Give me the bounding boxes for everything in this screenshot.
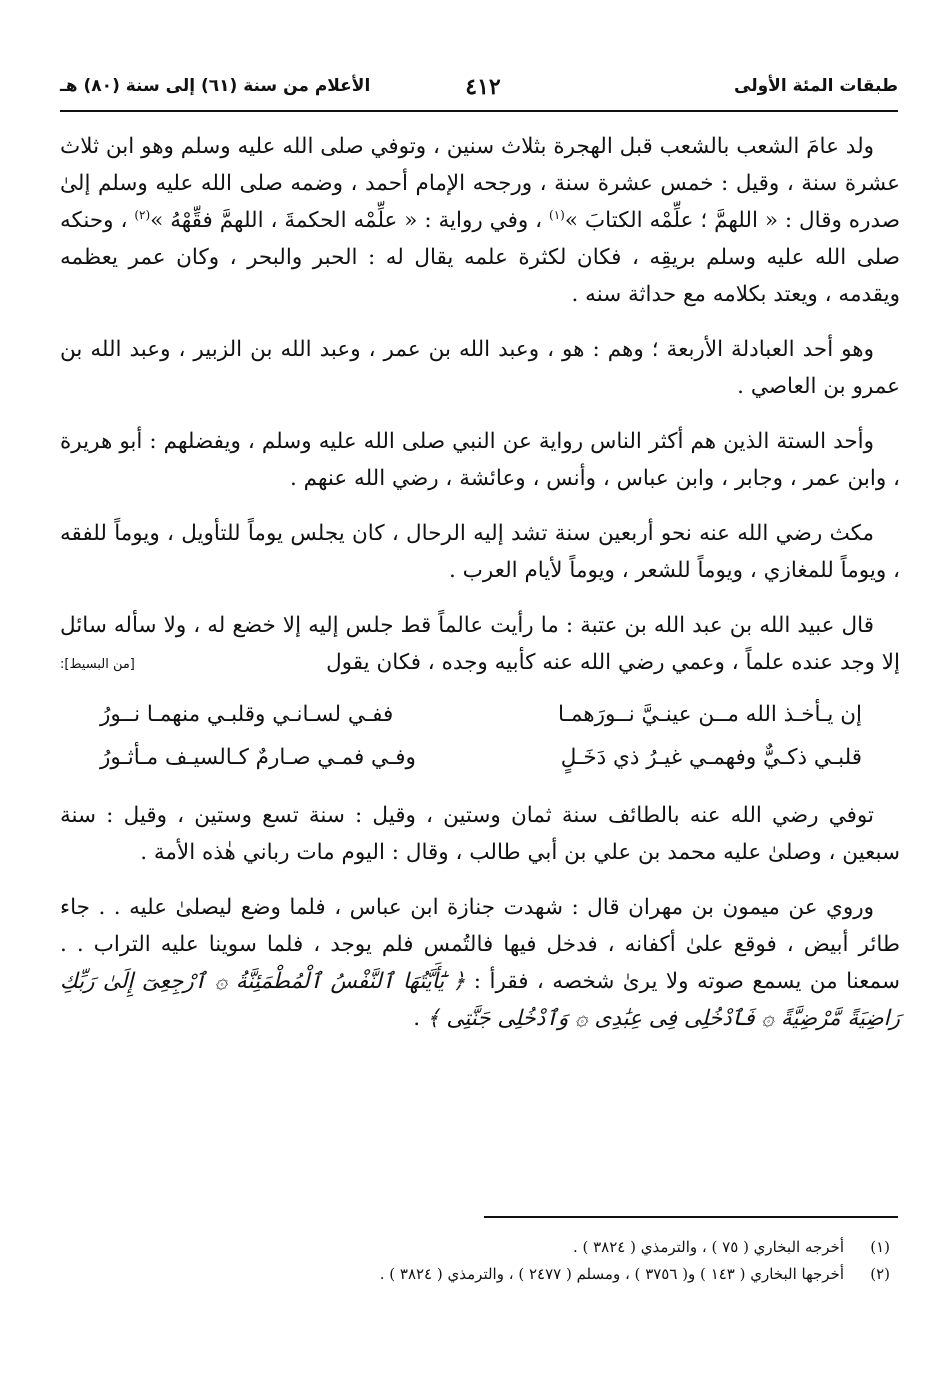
paragraph-funeral bbox=[60, 889, 900, 1037]
text-span: قال عبيد الله بن عبد الله بن عتبة : ما رأيت عالماً قط جلس إليه إلا خضع له ، ولا سأله سائل إلا وجد عنده علماً ، وعمي رضي الله عنه كأبيه وجده ، فكان يقول bbox=[60, 613, 900, 675]
paragraph-teaching: مكث رضي الله عنه نحو أربعين سنة تشد إليه الرحال ، كان يجلس يوماً للتأويل ، ويوماً للفقه ، ويوماً للمغازي ، ويوماً للشعر ، ويوماً لأيام العرب . bbox=[60, 521, 900, 583]
poem-verse bbox=[60, 693, 900, 736]
paragraph-abadila: وهو أحد العبادلة الأربعة ؛ وهم : هو ، وعبد الله بن عمر ، وعبد الله بن الزبير ، وعبد الله بن عمرو بن العاصي . bbox=[60, 337, 900, 399]
poem-verse bbox=[60, 736, 900, 779]
running-header bbox=[60, 74, 898, 104]
text-span: ولد عامَ الشعب بالشعب قبل الهجرة بثلاث سنين ، وتوفي صلى الله عليه وسلم وهو ابن ثلاث عشرة سنة ، وقيل : خمس عشرة سنة ، ورجحه الإمام أحمد ، وضمه صلى الله عليه وسلم إلىٰ صدره وقال : « اللهمَّ ؛ علِّمْه الكتابَ » bbox=[60, 134, 900, 233]
verse-first-half: إن يـأخـذ الله مــن عينـيَّ نــورَهمـا bbox=[557, 702, 862, 727]
header-rule bbox=[60, 110, 898, 112]
paragraph-ubaydullah bbox=[60, 607, 900, 681]
footnote-number: (١) bbox=[870, 1238, 890, 1256]
text-span: وروي عن ميمون بن مهران قال : شهدت جنازة ابن عباس ، فلما وضع ليصلىٰ عليه . . جاء طائر أبيض ، فوقع علىٰ أكفانه ، فدخل فيها فالتُمس فلم يوجد ، فلما سوينا عليه التراب . . سمعنا من يسمع صوته ولا يرىٰ شخصه ، فقرأ : bbox=[60, 895, 900, 994]
page-number: ٤١٢ bbox=[465, 74, 501, 100]
meter-label: [من البسيط]: bbox=[60, 657, 135, 672]
paragraph-death: توفي رضي الله عنه بالطائف سنة ثمان وستين ، وقيل : سنة تسع وستين ، وقيل : سنة سبعين ، وصلىٰ عليه محمد بن علي بن أبي طالب ، وقال : اليوم مات رباني هٰذه الأمة . bbox=[60, 803, 900, 865]
footnote-ref-2[interactable]: (٢) bbox=[134, 207, 151, 222]
main-text bbox=[60, 128, 900, 1055]
poem bbox=[60, 693, 900, 779]
footnote-text: أخرجها البخاري ( ١٤٣ ) و( ٣٧٥٦ ) ، ومسلم ( ٢٤٧٧ ) ، والترمذي ( ٣٨٢٤ ) . bbox=[379, 1265, 844, 1283]
verse-second-half: وفـي فمـي صـارمٌ كـالسيـف مـأثـورُ bbox=[100, 745, 416, 770]
footnote bbox=[50, 1234, 890, 1261]
text-span: ، وفي رواية : « علِّمْه الحكمةَ ، اللهمَّ فقِّهْهُ » bbox=[150, 208, 550, 233]
year-range: الأعلام من سنة (٦١) إلى سنة (٨٠) هـ bbox=[60, 76, 371, 96]
verse-second-half: ففـي لسـانـي وقلبـي منهمـا نــورُ bbox=[100, 702, 394, 727]
footnote-rule bbox=[484, 1216, 898, 1218]
footnote-text: أخرجه البخاري ( ٧٥ ) ، والترمذي ( ٣٨٢٤ ) . bbox=[572, 1238, 844, 1256]
footnote bbox=[50, 1261, 890, 1288]
text-span: ، وحنكه صلى الله عليه وسلم بريقِه ، فكان لكثرة علمه يقال له : الحبر والبحر ، وكان عمر يعظمه ويقدمه ، ويعتد بكلامه مع حداثة سنه . bbox=[60, 208, 900, 307]
footnote-number: (٢) bbox=[870, 1265, 890, 1283]
footnote-ref-1[interactable]: (١) bbox=[549, 207, 565, 222]
paragraph-narrators: وأحد الستة الذين هم أكثر الناس رواية عن النبي صلى الله عليه وسلم ، ويفضلهم : أبو هريرة ، وابن عمر ، وجابر ، وابن عباس ، وأنس ، وعائشة ، رضي الله عنهم . bbox=[60, 429, 900, 491]
book-title: طبقات المئة الأولى bbox=[734, 76, 898, 96]
text-span: . bbox=[413, 1006, 427, 1031]
quran-quote: ﴿ يَٰٓأَيَّتُهَا ٱلنَّفْسُ ٱلْمُطْمَئِنَّةُ ۞ ٱرْجِعِىٓ إِلَىٰ رَبِّكِ رَاضِيَةً مَّرْضِيَّةً ۞ فَٱدْخُلِى فِى عِبَٰدِى ۞ وَٱدْخُلِى جَنَّتِى ﴾ bbox=[60, 969, 900, 1031]
paragraph-birth bbox=[60, 128, 900, 313]
footnotes bbox=[50, 1234, 890, 1288]
verse-first-half: قلبـي ذكـيٌّ وفهمـي غيـرُ ذي دَخَـلٍ bbox=[560, 745, 862, 770]
